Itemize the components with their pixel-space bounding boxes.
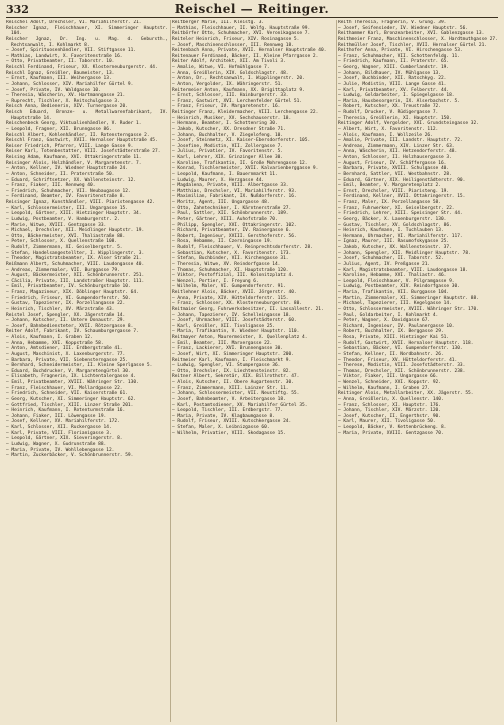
directory-entry: — Josef, Wirt, XI. Simmeringer Hauptstr. 200. — [172, 351, 294, 357]
directory-entry: — Richard, Ingenieur, IV. Paulanergasse 10. — [338, 323, 455, 329]
directory-entry: — Viktor, Postoffizial, III. Kolonitzplatz 4. — [172, 273, 294, 279]
directory-entry: — Bernhard, Sattler, VII. Westbahnstr. 28. — [338, 171, 452, 177]
directory-entry: — Theresia, Greißlerin, XI. Hauptstr. 150. — [338, 115, 452, 121]
directory-entry: — Moritz, Agent, III. Ungargasse 48. — [172, 200, 270, 205]
directory-entry: Reiser Friedrich, Pfarrer, VIII. Lange Gasse 9. — [6, 143, 134, 149]
directory-entry: — Franz, Magazineur, XIX. Döblinger Hauptstr. 64. — [6, 290, 139, 295]
directory-entry: — Josef, Bahnbeamter, V. Arbeitergasse 18. — [172, 396, 286, 402]
directory-entry: Reitinger Alois, Metallarbeiter, XX. Jägerstr. 55. — [338, 391, 474, 397]
directory-entry: — Robert, Ingenieur, XVIII. Gersthoferstr. 56. — [172, 233, 297, 239]
directory-entry: — Anna, Greißlerin, X. Quellenstr. 140. — [338, 396, 444, 402]
directory-entry: — Julius, Agent, IV. Preßgasse 21. — [338, 261, 431, 267]
directory-entry: — Anna, Greißlerin, XIV. Goldschlagstr. 48. — [172, 70, 289, 76]
directory-entry: — Josef, Buchbinder, XII. Ratschkyg. 22. — [338, 76, 447, 82]
directory-entry: Reitmeier Karl, Kaufmann, I. Fleischmarkt 9. — [172, 357, 292, 363]
directory-entry: — Josef, Kutscher, II. Engerthstr. 90. — [338, 413, 441, 419]
directory-entry: — Friedrich, Schneider, VII. Kaiserstraße 61. — [6, 391, 128, 397]
directory-entry: — Gustav, Tapezierer, IX. Porzellangasse 22. — [6, 301, 126, 307]
directory-entry: — Paul, Goldarbeiter, I. Kohlmarkt 4. — [338, 312, 439, 318]
directory-entry: Reisinger Alois, Holzhändler, V. Margaretenstr. 7. — [6, 160, 142, 166]
directory-entry: — Martin, Zimmermaler, XI. Simmeringer Hauptstr. 88. — [338, 295, 479, 301]
directory-entry: — Friedrich, Friseur, VI. Gumpendorferstr. 50. — [6, 295, 131, 301]
directory-entry: — Franz, Lackierer, XVI. Brunnengasse 30. — [172, 346, 284, 352]
directory-entry: — Peter, Wagner, X. Davidgasse 67. — [338, 318, 431, 324]
directory-entry: — Georg, Bäcker, X. Laxenburgerstr. 130. — [338, 216, 447, 222]
directory-entry: — Johann, Bildhauer, IV. Mühlgasse 13. — [338, 70, 441, 76]
directory-entry: — Sebastian, Bäcker, VI. Gumpendorferstr. 130. — [338, 346, 463, 352]
directory-entry: — Leopold, Fleischhauer, V. Pilgramgasse 9. — [338, 278, 455, 284]
directory-entry: — Maria, Trafikantin, V. Wiedner Hauptstr. 110. — [172, 329, 300, 335]
directory-entry: — Friedrich, Kaufmann, II. Praterstr. 65. — [338, 59, 450, 65]
directory-entry: — Ferdinand, Beamter, IV. Favoritenstraße 8. — [6, 194, 126, 200]
directory-entry: — Mathias, Landwirt, X. Favoritenstraße 16. — [6, 53, 123, 59]
directory-entry: — Eduard, Gärtner, XIX. Heiligenstädterstr. 90. — [338, 177, 466, 183]
page-header — [0, 0, 504, 20]
directory-entry: Reitinger Franz, Kleidermacher, VIII. Lerchengasse 22. — [172, 110, 319, 115]
directory-entry: — Stefan, Handelsangestellter, I. Wipplingerstr. 3. — [6, 250, 145, 256]
directory-entry: — Leopold, Fragner, XII. Brunngasse 86. — [6, 126, 112, 132]
directory-entry: — Anton, Schneider, II. Praterstraße 50. — [6, 171, 115, 177]
directory-entry: — Sebastian, Kutscher, X. Favoritenstr. 173. — [172, 250, 292, 256]
directory-entry: — Cäcilia, Private, III. Landstraßer Hauptstr. 111. — [6, 278, 145, 284]
directory-entry: — Michael, Tapezierer, III. Kegelgasse 14. — [338, 301, 452, 307]
directory-entry: Reiteler Heinrich, Friseur, XIV. Rosinagasse 5. — [172, 36, 300, 42]
directory-entry: — Wenzel, Schneider, XVI. Koppstr. 92. — [338, 380, 441, 385]
directory-entry: Reischer Ignaz, Fleischhauer, XI. Simmeringer Hauptstr. 104. — [6, 25, 168, 37]
directory-entry: — Thomas, Schuhmacher, XI. Hauptstraße 120. — [172, 267, 289, 273]
directory-entry: — Friedrich, Schuhmacher, VII. Neubaugasse 12. — [6, 188, 131, 194]
directory-entry: — Anton, Kellner, IV. Wiedner Hauptstraße 24. — [6, 166, 128, 172]
directory-entry: — Franz, Friseur, IV. Margaretenstr. 16. — [172, 104, 281, 110]
directory-entry: — Therese, Modistin, VIII. Josefstädterstr. 33. — [338, 363, 466, 369]
directory-entry: Reitenauer Ferdinand, Bäcker, II. Kleine Pfarrgasse 2. — [172, 53, 319, 59]
directory-entry: — Leopold, Bäcker, V. Kettenbrückeng. 8. — [338, 425, 447, 430]
running-title: Reischel — Reitinger. — [174, 2, 330, 16]
directory-entry: Reiter Adolf, Architekt, XII. Am Tivoli 3. — [172, 59, 286, 65]
directory-entry: — Ludwig, Goldarbeiter, I. Spiegelgasse 18. — [338, 93, 455, 99]
directory-entry: — Karl, Schlossermeister, III. Ungargasse 15. — [6, 205, 128, 211]
directory-entry: — Michael, Drechsler, XII. Meidlinger Hauptstr. 19. — [6, 228, 145, 234]
directory-entry: — Anton, Vergolder, IX. Währingerstr. 51. — [172, 81, 284, 87]
directory-entry: Reißmann Albert, Schuhmacher, VIII. Laudongasse 40. — [6, 261, 145, 267]
directory-entry: — Johann, Spengler, XII. Meidlinger Hauptstr. 78. — [338, 250, 471, 256]
directory-entry: — Franz, Gastwirt, XVI. Lerchenfelder Gürtel 51. — [172, 98, 303, 104]
directory-entry: Reitlehner Alois, Bäcker, XVII. Jörgerstr. 40. — [172, 290, 297, 295]
directory-entry: — Karl, Postamtsdiener, XV. Mariahilfer Gürtel 35. — [172, 402, 308, 408]
directory-entry: Reithmüller Josef, Tischler, XVII. Hernalser Gürtel 21. — [338, 42, 488, 48]
directory-entry: Reithofer Anna, Private, VI. Hirschengasse 53. — [338, 48, 463, 54]
directory-entry: — Philipp, Spengler, XVI. Ottakringerstr. 102. — [172, 222, 297, 228]
directory-entry: — Georg, Wagner, XIII. Cumberlandstr. 19. — [338, 65, 450, 70]
directory-entry: — Wilhelm, Maler, VI. Gumpendorferstr. 91. — [172, 284, 286, 290]
directory-entry: — Martin, Zuckerbäcker, V. Schönbrunnerstr. 59. — [6, 453, 134, 459]
directory-entry: — Hermann, Uhrmacher, VI. Mariahilferstr. 117. — [338, 233, 463, 239]
directory-entry: — August, Bäckermeister, XII. Schönbrunnerstr. 251. — [6, 273, 145, 279]
directory-entry: — Josef, Bahnbediensteter, XVII. Rötzergasse 8. — [6, 323, 134, 329]
directory-entry: — Johann, Fiaker, III. Löwengasse 19. — [6, 413, 107, 419]
directory-entry: — Friedrich, Lehrer, XIII. Speisinger Str. 44. — [338, 211, 463, 217]
directory-entry: — Emil, Beamter, III. Marxergasse 22. — [172, 340, 273, 346]
directory-entry: Reischer Jgnaz, Dr. Ing. u. Mag. d. Gebursth., Rechtsanwalt, I. Kohlmarkt 8. — [6, 36, 168, 48]
directory-entry: Reithmeier Franz, Maschinenschlosser, X. Hardtmuthgasse 27. — [338, 36, 498, 42]
directory-entry: — Franz, Fleischhauer, VI. Mollardgasse 22. — [6, 385, 123, 391]
directory-entry: — Barbara, Private, VII. Siebensterngasse 25. — [6, 357, 128, 363]
directory-entry: — Emil, Privatbeamter, XVIII. Währinger Str. 130. — [6, 380, 139, 385]
directory-entry: — Rudolf, Friseur, XVIII. Kutschkergasse 24. — [172, 419, 292, 425]
directory-entry: — Maria, Private, IV. Klagbaumgasse 8. — [172, 413, 275, 419]
directory-entry: — Robert, Buchhalter, IX. Berggasse 29. — [338, 329, 444, 335]
directory-entry: — Elisabeth, Fragnerin, IX. Lichtentalergasse 4. — [6, 374, 137, 380]
directory-entry: — Albert, Wirt, X. Favoritenstr. 112. — [338, 126, 439, 132]
directory-entry: Reitinger Adolf, Vergolder, XVI. Grundsteingasse 32. — [338, 121, 479, 127]
directory-entry: — Ernst, Schlosser, III. Hainburgerstr. 33. — [172, 93, 289, 99]
directory-entry: Reitner Albert, Sekretär, XIX. Billrothstr. 47. — [172, 374, 300, 380]
directory-entry: Reitmaier Georg, Fuhrwerksbesitzer, II. Lassallestr. 21. — [172, 306, 324, 312]
directory-entry: — Johann, Kutscher, II. Untere Donaustr. 29. — [6, 318, 126, 324]
directory-entry: — Otto, Schlossermeister, XVIII. Währinger Str. 170. — [338, 306, 479, 312]
directory-entry: Reischl Franz, Gastwirt, XVII. Hernalser Hauptstraße 45. — [6, 138, 158, 144]
directory-entry: — Maria, Private, XVIII. Gentzgasse 70. — [338, 430, 444, 436]
directory-entry: — Ludwig, Postbeamter, XIV. Reindorfgasse 30. — [338, 284, 460, 290]
directory-entry: — Heinrich, Kaufmann, I. Tuchlauben 13. — [338, 228, 444, 234]
directory-entry: — Andreas, Zimmermaler, VII. Burggasse 79. — [6, 267, 120, 273]
directory-entry: — Karl, Schlosser, XII. Ruckergasse 14. — [6, 425, 112, 430]
directory-entry: — Wilhelm, Privatier, VIII. Skodagasse 15. — [172, 430, 286, 436]
directory-entry: — August, Friseur, IV. Schäffergasse 16. — [338, 160, 447, 166]
directory-entry: — Franz, Maler, IX. Porzellangasse 58. — [338, 200, 441, 205]
directory-entry: — Julie, Modistin, VIII. Lange Gasse 41. — [338, 81, 447, 87]
directory-entry: — Franz, Schuhmacher, VII. Schottenfeldg. 11. — [338, 53, 460, 59]
directory-entry: — Bernhard, Schneidermeister, II. Kleine Sperlgasse 5. — [6, 363, 153, 369]
directory-entry: — Karoline, Hebamme, XVI. Thaliastr. 46. — [338, 273, 447, 279]
directory-entry: — Johann, Schlosser, XIV. Mariahilfer Gürtel 9. — [6, 81, 134, 87]
directory-entry: — Ludwig, Wagner, X. Gudrunstraße 88. — [6, 441, 107, 447]
directory-entry: — Jakob, Kutscher, XX. Wallensteinstr. 37. — [338, 245, 452, 250]
directory-entry: — Stefan, Buchbinder, VII. Kirchengasse 31. — [172, 256, 289, 262]
directory-entry: — Rudolf, Gastwirt, XVII. Hernalser Hauptstr. 118. — [338, 340, 474, 346]
directory-entry: Reithammer Karl, Bronzearbeiter, XVI. Gablenzgasse 13. — [338, 31, 485, 37]
column-3 — [338, 20, 500, 722]
directory-entry: — Karl, Magistratsbeamter, VIII. Laudongasse 18. — [338, 267, 469, 273]
directory-entry: — Stefan, Kellner, II. Nordbahnstr. 26. — [338, 351, 444, 357]
directory-entry: — Karl, Privatbeamter, XV. Felberstr. 44. — [338, 87, 450, 93]
directory-entry: — Amalie, Private, III. Landstr. Hauptstr. 72. — [338, 138, 463, 144]
directory-entry: — Emil, Privatbeamter, IV. Schönburgstraße 10. — [6, 284, 131, 290]
directory-entry: — Ignaz, Maurer, III. Rasumofskygasse 25. — [338, 239, 450, 245]
directory-entry: — Anton, Schlosser, II. Holzhausergasse 3. — [338, 155, 452, 160]
directory-entry: — Karl, Greißler, XII. Tivoligasse 25. — [172, 323, 275, 329]
directory-entry: — Thomas, Drechsler, XII. Schönbrunnerstr. 238. — [338, 368, 466, 374]
directory-entry: — Eduard, Schriftsetzer, XX. Wallensteinstr. 12. — [6, 177, 137, 183]
directory-entry: — Leopold, Gärtner, XIX. Sieveringerstr. 8. — [6, 436, 123, 442]
directory-entry: — Leopold, Gärtner, XIII. Hietzinger Hauptstr. 34. — [6, 211, 142, 217]
directory-entry: Reiter Adolf, Fabrikant, IV. Schaumburgergasse 7. — [6, 329, 139, 335]
directory-entry: — Ernst, Kaufmann, III. Weihergasse 13. — [6, 76, 112, 82]
directory-entry: — Rudolf, Fleischhauer, V. Reinprechtsdorferstr. 28. — [172, 245, 313, 250]
directory-entry: — Gustav, Tischler, XV. Goldschlagstr. 86. — [338, 222, 452, 228]
directory-entry: — Rosa, Private, XIII. Hietzinger Kai 51. — [338, 335, 450, 340]
columns-container — [6, 20, 500, 722]
header-rule — [6, 17, 498, 18]
directory-entry: Reith Theresia, Fragnerin, V. Grüng. 39. — [338, 20, 447, 25]
directory-entry: — Wenzel, Portier, I. Freyung 6. — [172, 278, 259, 284]
directory-entry: — Alois, Kutscher, II. Obere Augartenstr. 30. — [172, 380, 294, 385]
directory-entry: — Rudolf, Zimmermann, XI. Geiselbergstr. 5. — [6, 245, 123, 250]
directory-entry: — Peter, Gärtner, XIII. Auhofstraße 70. — [172, 216, 278, 222]
directory-entry: — Ludwig, Postbeamter, V. Hamburgerstr. 2. — [6, 216, 120, 222]
directory-entry: — Heinrich, Musiker, XV. Sechshauserstr. 18. — [172, 115, 292, 121]
directory-entry: — Viktor, Fiaker, III. Ungargasse 66. — [338, 374, 439, 380]
directory-entry: Reisch Eduard, Bronze- u. Metallwarenfabrikant, IV. Hauptstraße 14. — [6, 110, 168, 121]
directory-entry: — Peter, Schlosser, X. Quellenstraße 108. — [6, 239, 118, 245]
directory-entry: — Otto, Bäckermeister, XVI. Thaliastraße 88. — [6, 233, 126, 239]
directory-entry: — Karl, Private, VIII. Florianigasse 3. — [6, 430, 112, 436]
directory-entry: — Anna, Private, XIV. Hütteldorferstr. 115. — [172, 295, 289, 301]
directory-entry: — Matthias, Drechsler, VI. Mariahilferstr. 93. — [172, 188, 297, 194]
column-divider — [170, 20, 171, 722]
directory-entry: — Robert, Kutscher, XX. Treustraße 72. — [338, 104, 441, 110]
directory-entry: Reising Adam, Kaufmann, XVI. Ottakringerstraße 11. — [6, 155, 142, 160]
directory-entry: — Anton, Dr., Rechtsanwalt, I. Wipplingerstr. 20. — [172, 76, 305, 82]
directory-entry: — Konrad, Tischlermeister, XVII. Kalvarienberggasse 9. — [172, 166, 319, 172]
directory-entry: — Maria, Trafikantin, VII. Burggasse 104. — [338, 290, 450, 295]
column-2 — [172, 20, 334, 722]
directory-entry: — Heinrich, Tischler, XV. Märzstraße 43. — [6, 306, 115, 312]
directory-entry: — Otto, Drechsler, IX. Liechtensteinstr. 82. — [172, 368, 292, 374]
directory-entry: — Franz, Schlosser, XX. Klosterneuburgerstr. 80. — [172, 301, 303, 307]
directory-entry: — Otto, Zahntechniker, I. Kärntnerstraße 27. — [172, 205, 292, 211]
directory-entry: — Karl, Maurer, XII. Tivoligasse 50. — [338, 419, 436, 425]
directory-entry: Reiser Karl, Totenbestatter, VIII. Josefstädterstraße 27. — [6, 149, 161, 155]
directory-entry: — Josef, Spirituosenhändler, VII. Stiftgasse 11. — [6, 48, 137, 54]
directory-entry: — Mathias, Fleischhauer, II. Wolfg. Hauptstraße 99. — [172, 25, 311, 31]
directory-entry: Reitberger Marie, III. Kleistg. 3. — [172, 20, 265, 25]
directory-entry: — Alois, Kaufmann, I. Wollzeile 26. — [338, 132, 433, 138]
directory-entry: — Theodor, Friseur, XV. Hütteldorferstr. 41. — [338, 357, 458, 363]
directory-entry: — August, Maschinist, X. Laxenburgerstr. 77. — [6, 351, 126, 357]
directory-entry: — Rosa, Hebamme, II. Czerningasse 19. — [172, 239, 273, 245]
directory-entry: — Ernst, Drechsler, VIII. Piaristeng. 19. — [338, 188, 450, 194]
directory-entry: — Josef, Kellner, XV. Mariahilferstr. 172. — [6, 419, 120, 425]
directory-entry: — Maria, Hausbesorgerin, IX. Alserbachstr. 5. — [338, 98, 460, 104]
directory-entry: — Karoline, Trafikantin, II. Große Mohrengasse 12. — [172, 160, 308, 166]
directory-entry: — Georg, Kutscher, XI. Simmeringer Hauptstr. 62. — [6, 396, 137, 402]
directory-entry: — Ferdinand, Kellner, XVII. Ottakringerstr. 15. — [338, 194, 466, 200]
column-divider — [336, 20, 337, 722]
directory-entry: — Franz, Zimmermann, XIII. Lainzer Str. 11. — [172, 385, 289, 391]
directory-entry: Reitmayer Anton, Maurermeister, X. Quellenplatz 4. — [172, 335, 308, 340]
directory-entry: Reitermeier Anton, Kaufmann, XX. Brigittaplatz 9. — [172, 87, 305, 93]
directory-entry: — Josefine, Modistin, VII. Zollergasse 7. — [172, 143, 284, 149]
page-number: 332 — [6, 3, 29, 16]
directory-entry: — Alois, Kaufmann, I. Graben 12. — [6, 335, 93, 340]
directory-entry: — Maximilian, Fabrikant, IX. Nußdorferstr. 16. — [172, 194, 297, 200]
directory-entry: — Franz, Schlosser, XI. Hauptstr. 176. — [338, 402, 441, 408]
directory-entry: — Josef, Uhrmacher, VIII. Josefstädterstr. 60. — [172, 318, 297, 324]
directory-entry: — Anton, Amtsdiener, III. Erdbergstraße 41. — [6, 346, 123, 352]
directory-entry: — Josef, Steinmetz, XI. Kaiser-Ebersdorferstr. 105. — [172, 138, 311, 144]
directory-entry: — Ludwig, Spengler, VI. Stumpergasse 36. — [172, 363, 281, 369]
directory-entry: — Andreas, Zimmermann, XIV. Linzer Str. 63. — [338, 143, 455, 149]
directory-entry: — Josef, Maschinenschlosser, III. Rennweg 18. — [172, 42, 294, 48]
directory-entry: Reitenbach Anna, Private, XVII. Hernalser Hauptstraße 40. — [172, 48, 327, 54]
directory-entry: — Richard, Privatbeamter, IV. Rainergasse 6. — [172, 228, 292, 234]
directory-entry: Reischl Ignaz, Greißler, Baumeister, 13. — [6, 70, 115, 76]
directory-entry: Reisinger Ignaz, Kunsthändler, VIII. Piaristengasse 42. — [6, 200, 156, 205]
directory-entry: — Theresia, Witwe, XV. Reindorfgasse 14. — [172, 261, 281, 267]
directory-entry: Reitbörfer Otto, Schuhmacher, XVI. Veronikagasse 7. — [172, 31, 311, 37]
directory-entry: — Theresia, Wäscherin, XV. Hartmanngasse 21. — [6, 93, 126, 99]
directory-entry: — Johann, Schlossermeister, VII. Neustiftg. 55. — [172, 391, 300, 397]
directory-entry: — Ruprecht, Tischler, X. Reitschulgasse 3. — [6, 98, 120, 104]
column-1 — [6, 20, 168, 722]
directory-entry: — Josef, Schuhmacher, II. Taborstr. 52. — [338, 256, 444, 262]
directory-entry: — Stefan, Maler, X. Leibnizgasse 60. — [172, 425, 270, 430]
directory-entry: Reischl Ferdinand, Friseur, XX. Klosterneuburgerstr. 44. — [6, 65, 158, 70]
directory-entry: — Rudolf, Drucker, V. Rüdigergasse 7. — [338, 110, 439, 115]
directory-entry: — Heinrich, Kaufmann, I. Rotenturmstraße 16. — [6, 408, 126, 414]
directory-entry: — Julius, Privatier, IV. Favoritenstr. 5. — [172, 149, 284, 155]
directory-entry: — Barbara, Private, XVIII. Schulgasse 40. — [338, 166, 450, 172]
directory-entry: — Emil, Beamter, V. Margaretenplatz 2. — [338, 183, 441, 189]
directory-entry: — Marie, Witwe, XVIII. Gentzgasse 33. — [6, 222, 107, 228]
directory-entry: — Jakob, Kutscher, XX. Dresdner Straße 71. — [172, 126, 286, 132]
directory-entry: — Franz, Fuhrwerker, XI. Geiselbergstr. 22. — [338, 205, 455, 211]
directory-entry: — Johann, Buchhalter, V. Ziegelofeng. 10. — [172, 132, 284, 138]
directory-entry: — Gottfried, Tischler, XIII. Linzer Straße 201. — [6, 402, 134, 408]
directory-entry: — Josef, Seifensieder, IV. Wiedner Hauptstr. 56. — [338, 25, 469, 31]
directory-entry: — Amalie, Witwe, VI. Hofmühlgasse 7. — [172, 65, 270, 70]
directory-entry: — Otto, Privatbeamter, II. Taborstr. 10. — [6, 59, 115, 65]
directory-entry: — Anna, Hebamme, XVI. Koppstraße 58. — [6, 340, 104, 346]
directory-entry: — Karl, Lehrer, XIX. Grinzinger Allee 30. — [172, 155, 284, 160]
directory-entry: — Ludwig, Maurer, X. Herzgasse 44. — [172, 177, 265, 183]
directory-entry: — Hermann, Beamter, I. Schottenring 30. — [172, 121, 278, 127]
directory-entry: — Eduard, Buchdrucker, V. Margaretengürtel 30. — [6, 368, 131, 374]
directory-entry: — Josef, Private, IV. Waldgasse 10. — [6, 87, 101, 93]
directory-entry: Reistel Josef, Spengler, XX. Jägerstraße 14. — [6, 312, 126, 318]
directory-entry: — Johann, Tischler, XIV. Märzstr. 120. — [338, 408, 441, 414]
directory-entry: — Theodor, Magistratsbeamter, IX. Alser Straße 21. — [6, 256, 142, 262]
directory-entry: — Maria, Private, IV. Wohllebengasse 12. — [6, 447, 115, 453]
directory-entry: — Leopold, Tischler, III. Erdbergstr. 77. — [172, 408, 284, 414]
directory-entry: — Anna, Wäscherin, XII. Hetzendorferstr. 48. — [338, 149, 458, 155]
directory-entry: Reisch Anna, Bedienerin, XIV. Turnergasse 20. — [6, 104, 128, 110]
directory-entry: — Johann, Tapezierer, IV. Schelleingasse 18. — [172, 312, 292, 318]
directory-entry: — Paul, Sattler, XII. Schönbrunnerstr. 189. — [172, 211, 289, 217]
directory-entry: — Leopold, Kaufmann, I. Bauernmarkt 11. — [172, 171, 278, 177]
directory-entry: Reischenbeck Georg, Viktualienhändler, V. Ruder 1. — [6, 121, 142, 127]
directory-entry: — Magdalena, Private, VIII. Albertgasse 33. — [172, 183, 289, 189]
directory-entry: — Franz, Fiaker, III. Rennweg 40. — [6, 183, 96, 189]
directory-entry: Reischel Adolf, Drechsler, VI. Mariahilferstr. 21. — [6, 20, 142, 25]
directory-entry: Reischl Albert, Kohlenhändler, II. Rotensterngasse 2. — [6, 132, 150, 138]
directory-entry: — Wilhelm, Kaufmann, I. Graben 27. — [338, 385, 431, 391]
